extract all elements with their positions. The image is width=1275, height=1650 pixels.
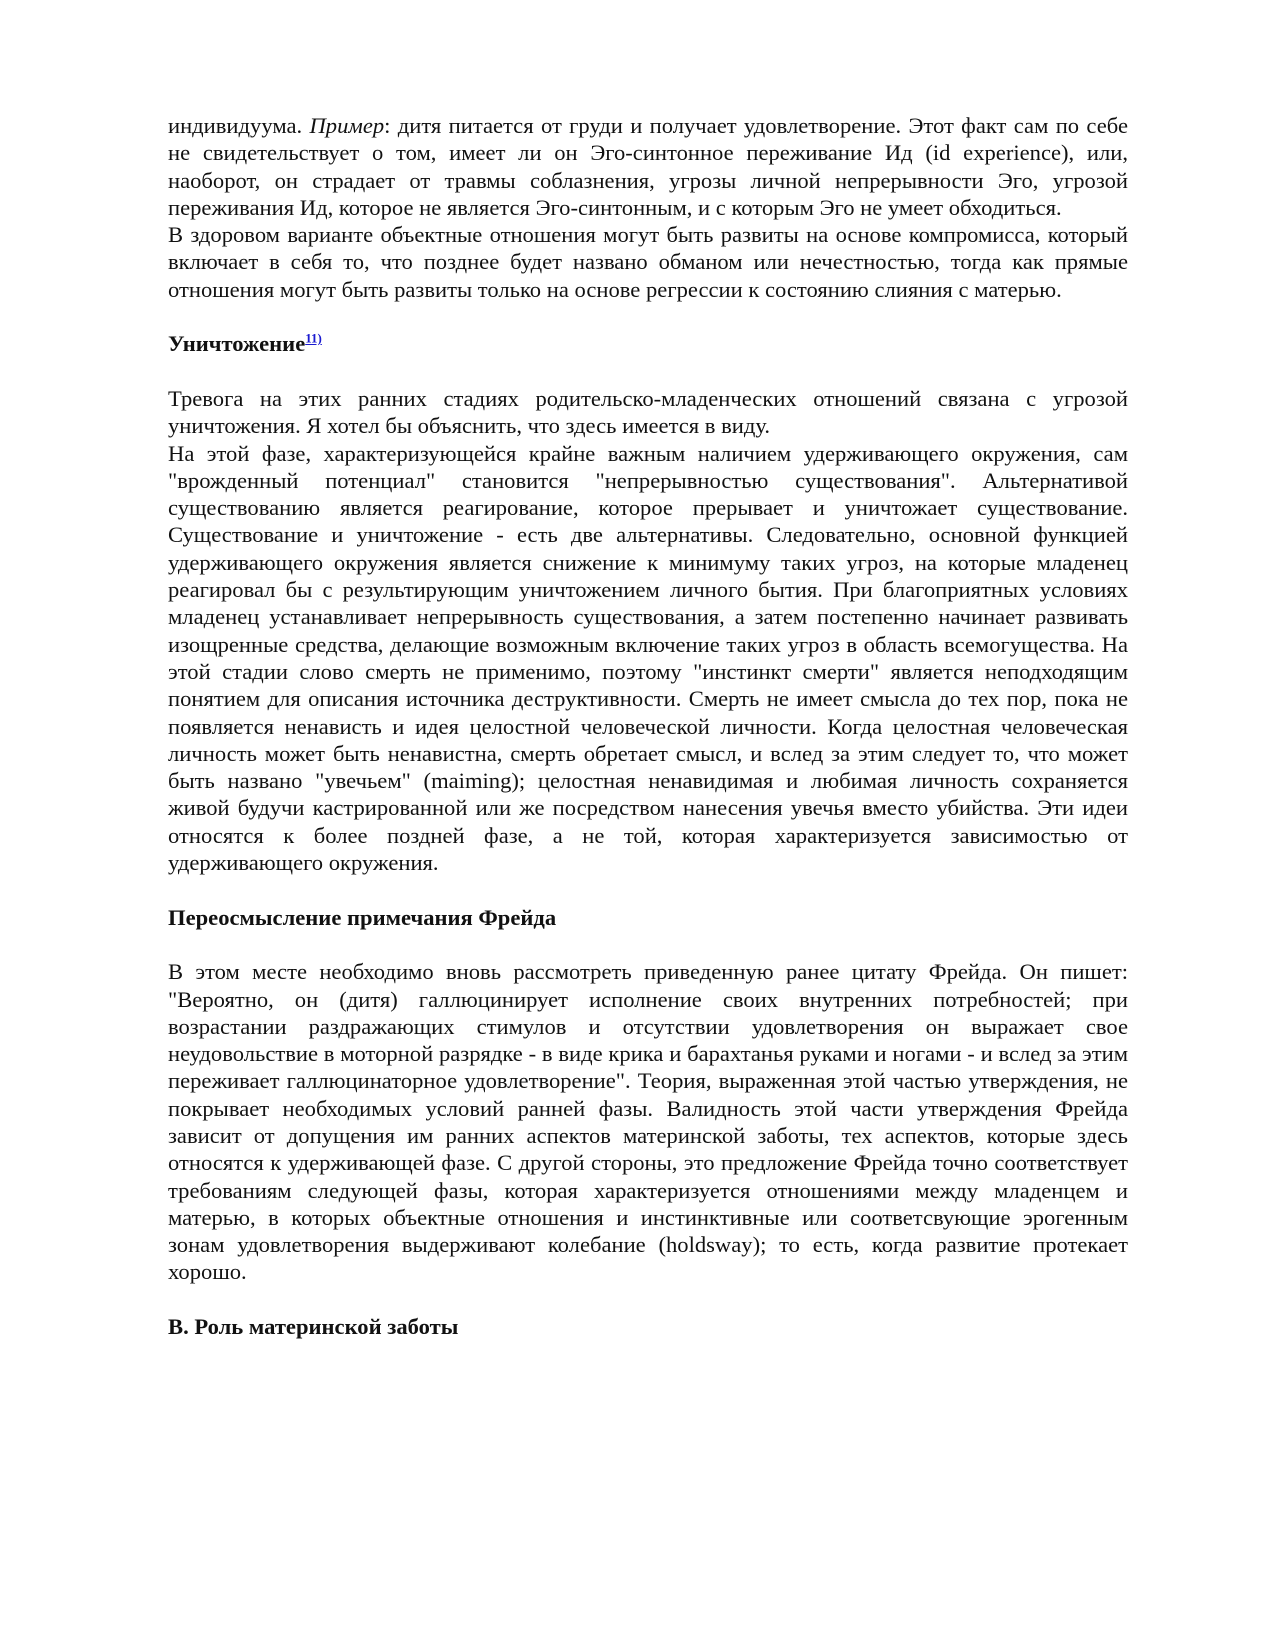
- paragraph-infant-feeding: [168, 112, 1128, 221]
- example-label: Пример: [309, 113, 385, 138]
- paragraph-object-relations: В здоровом варианте объектные отношения могут быть развиты на основе компромисса, который включает в себя то, что позднее будет названо обманом или нечестностью, тогда как прямые отношения могут быть развиты только на основе регрессии к состоянию слияния с матерью.: [168, 222, 1128, 302]
- paragraph-freud-quote: В этом месте необходимо вновь рассмотреть приведенную ранее цитату Фрейда. Он пишет: "Вероятно, он (дитя) галлюцинирует исполнение своих внутренних потребностей; при возрастании раздражающих стимулов и отсутствии удовлетворения он выражает свое неудовольствие в моторной разрядке - в виде крика и барахтанья руками и ногами - и вслед за этим переживает галлюцинаторное удовлетворение". Теория, выраженная этой частью утверждения, не покрывает необходимых условий ранней фазы. Валидность этой части утверждения Фрейда зависит от допущения им ранних аспектов материнской заботы, тех аспектов, которые здесь относятся к удерживающей фазе. С другой стороны, это предложение Фрейда точно соответствует требованиям следующей фазы, которая характеризуется отношениями между младенцем и матерью, в которых объектные отношения и инстинктивные или соответсвующие эрогенным зонам удовлетворения выдерживают колебание (holdsway); то есть, когда развитие протекает хорошо.: [168, 959, 1128, 1285]
- document-page: [168, 112, 1128, 1340]
- paragraph-holding-environment: На этой фазе, характеризующейся крайне важным наличием удерживающего окружения, сам "врожденный потенциал" становится "непрерывностью существования". Альтернативой существованию является реагирование, которое прерывает и уничтожает существование. Существование и уничтожение - есть две альтернативы. Следовательно, основной функцией удерживающего окружения является снижение к минимуму таких угроз, на которые младенец реагировал бы с результирующим уничтожением личного бытия. При благоприятных условиях младенец устанавливает непрерывность существования, а затем постепенно начинает развивать изощренные средства, делающие возможным включение таких угроз в область всемогущества. На этой стадии слово смерть не применимо, поэтому "инстинкт смерти" является неподходящим понятием для описания источника деструктивности. Смерть не имеет смысла до тех пор, пока не появляется ненависть и идея целостной человеческой личности. Когда целостная человеческая личность может быть ненавистна, смерть обретает смысл, и вслед за этим следует то, что может быть названо "увечьем" (maiming); целостная ненавидимая и любимая личность сохраняется живой будучи кастрированной или же посредством нанесения увечья вместо убийства. Эти идеи относятся к более поздней фазе, а не той, которая характеризуется зависимостью от удерживающего окружения.: [168, 440, 1128, 876]
- section-heading-maternal-care: В. Роль материнской заботы: [168, 1314, 459, 1340]
- spacer: [168, 876, 1128, 903]
- section-heading-annihilation: [168, 330, 1128, 357]
- spacer: [168, 303, 1128, 330]
- footnote-link[interactable]: 11): [305, 330, 322, 346]
- paragraph-anxiety: Тревога на этих ранних стадиях родительско-младенческих отношений связана с угрозой уничтожения. Я хотел бы объяснить, что здесь имеется в виду.: [168, 385, 1128, 439]
- paragraph-text: индивидуума.: [168, 113, 310, 138]
- spacer: [168, 931, 1128, 958]
- heading-text: Уничтожение: [168, 331, 306, 357]
- spacer: [168, 358, 1128, 385]
- spacer: [168, 1286, 1128, 1313]
- paragraph-text: : дитя питается от груди и получает удовлетворение. Этот факт сам по себе не свидетельствует о том, имеет ли он Эго-синтонное переживание Ид (id experience), или, наоборот, он страдает от травмы соблазнения, угрозы личной непрерывности Эго, угрозой переживания Ид, которое не является Эго-синтонным, и с которым Эго не умеет обходиться.: [168, 113, 1128, 220]
- section-heading-freud-note: Переосмысление примечания Фрейда: [168, 904, 557, 930]
